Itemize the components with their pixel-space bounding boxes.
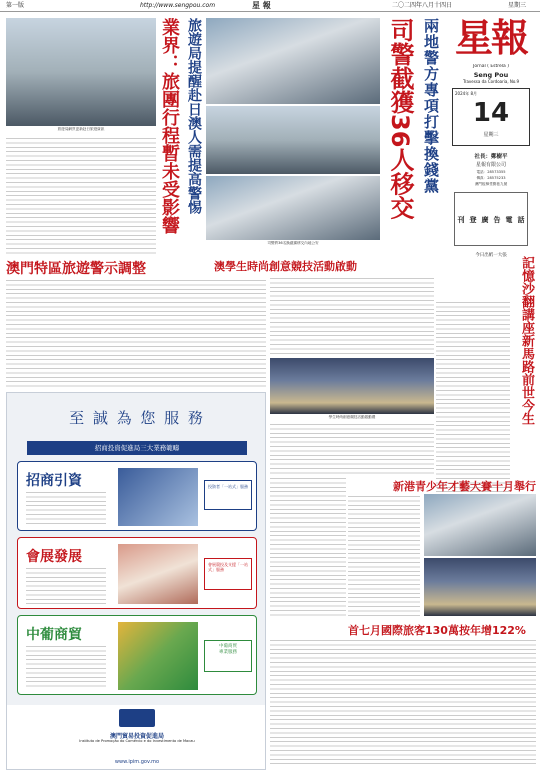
youth-body [348, 494, 420, 618]
company: 星報有限公司 [475, 162, 506, 168]
ipim-card-badge: 中葡商貿 專業服務 [204, 640, 252, 672]
ipim-org-pt: Instituto de Promoção do Comércio e do Investimento de Macau [79, 739, 195, 743]
ipim-card-investment [17, 461, 257, 531]
contact-2: 傳真：28575233 [476, 176, 506, 180]
youth-headline: 新港青少年才藝大賽十月舉行 [393, 480, 536, 493]
lead-kicker: 兩地警方專項打擊換錢黨 [422, 18, 440, 194]
lead-photo-1 [206, 18, 380, 104]
ipim-card-title: 中葡商貿 [26, 627, 82, 643]
ad-notice-char: 話 [517, 215, 525, 223]
students-body-2 [270, 422, 434, 474]
ad-notice-char: 刊 [457, 215, 465, 223]
handshake-image [118, 468, 198, 526]
trade-image [118, 622, 198, 690]
masthead-roman-name: Seng Pou [473, 71, 509, 79]
ipim-card-text [26, 566, 106, 604]
ad-notice [454, 192, 528, 246]
masthead [446, 16, 536, 296]
travel-alert-body [6, 278, 266, 388]
building-image [118, 544, 198, 604]
masthead-logo: 星報 [454, 16, 527, 60]
youth-left-body [270, 476, 346, 616]
issue-weekday: 星期三 [508, 2, 527, 9]
tourism-body [6, 136, 156, 254]
masthead-roman: Jornal ( Estrela ) [473, 64, 509, 69]
ipim-card-title: 招商引資 [26, 473, 82, 489]
ipim-logo [119, 709, 155, 727]
tourism-headline: 業界：旅團行程暫未受影響 [159, 18, 180, 234]
students-photo [270, 358, 434, 414]
ad-notice-char: 廣 [481, 215, 489, 223]
ipim-card-text [26, 490, 106, 526]
ipim-card-mice [17, 537, 257, 609]
tourism-photo [6, 18, 156, 126]
website: http://www.sengpou.com [140, 2, 216, 9]
lead-photo-2 [206, 106, 380, 174]
ipim-card-trade [17, 615, 257, 695]
masthead-address: Travessa da Cordoaria, No.9 [462, 79, 520, 84]
ad-notice-char: 登 [469, 215, 477, 223]
ipim-subtitle: 招商投資促進局三大業務範疇 [27, 441, 247, 455]
ipim-card-title: 會展發展 [26, 549, 82, 565]
tourism-caption: 旅遊局網頁更新赴日旅遊資訊 [57, 127, 105, 131]
contact-1: 電話：28573355 [476, 170, 506, 174]
side-body [436, 300, 510, 500]
ipim-card-badge: 投資者「一站式」服務 [204, 480, 252, 510]
ipim-web: www.ipim.gov.mo [114, 759, 160, 765]
date-box [452, 88, 530, 146]
page-header [0, 0, 540, 12]
youth-photo-2 [424, 558, 536, 616]
ipim-card-badge: 會展競投及支援「一站式」服務 [204, 558, 252, 590]
contact-3: 澳門板樟堂側巷九號 [474, 182, 508, 186]
lead-photo-3 [206, 176, 380, 240]
ad-notice-char: 告 [493, 215, 501, 223]
tourism-kicker: 旅遊局提醒赴日澳人需提高警惕 [186, 18, 202, 214]
students-body [270, 276, 434, 356]
edition-note: 今日出紙一大張 [475, 253, 507, 258]
ad-notice-char: 電 [505, 215, 513, 223]
visitors-body [270, 638, 536, 766]
date-box-month: 2024年 8月 [455, 91, 477, 96]
ipim-advertisement [6, 392, 266, 770]
page-number: 第一版 [6, 2, 25, 9]
ipim-title: 至 誠 為 您 服 務 [69, 409, 205, 427]
ipim-card-text [26, 644, 106, 690]
paper-name: 星 報 [252, 1, 271, 10]
side-headline: 記憶沙翻講座新馬路前世今生 [519, 256, 534, 425]
travel-alert-headline: 澳門特區旅遊警示調整 [6, 261, 146, 277]
students-caption: 學生時尚創意競技活動啟動禮 [328, 415, 376, 419]
date-box-weekday: 星期三 [483, 132, 499, 138]
ipim-footer [7, 705, 266, 770]
students-headline: 澳學生時尚創意競技活動啟動 [214, 260, 357, 273]
lead-caption: 司警將36名換錢黨移交內地公安 [267, 241, 319, 245]
publisher: 社長：鄭樹平 [474, 154, 508, 160]
youth-photo-1 [424, 494, 536, 556]
issue-date: 二〇二四年八月十四日 [392, 2, 453, 9]
lead-headline: 司警截獲36人移交 [386, 18, 414, 220]
visitors-headline: 首七月國際旅客130萬按年增122% [348, 624, 526, 637]
date-box-day: 14 [472, 99, 510, 127]
ipim-org: 澳門貿易投資促進局 [109, 733, 164, 740]
